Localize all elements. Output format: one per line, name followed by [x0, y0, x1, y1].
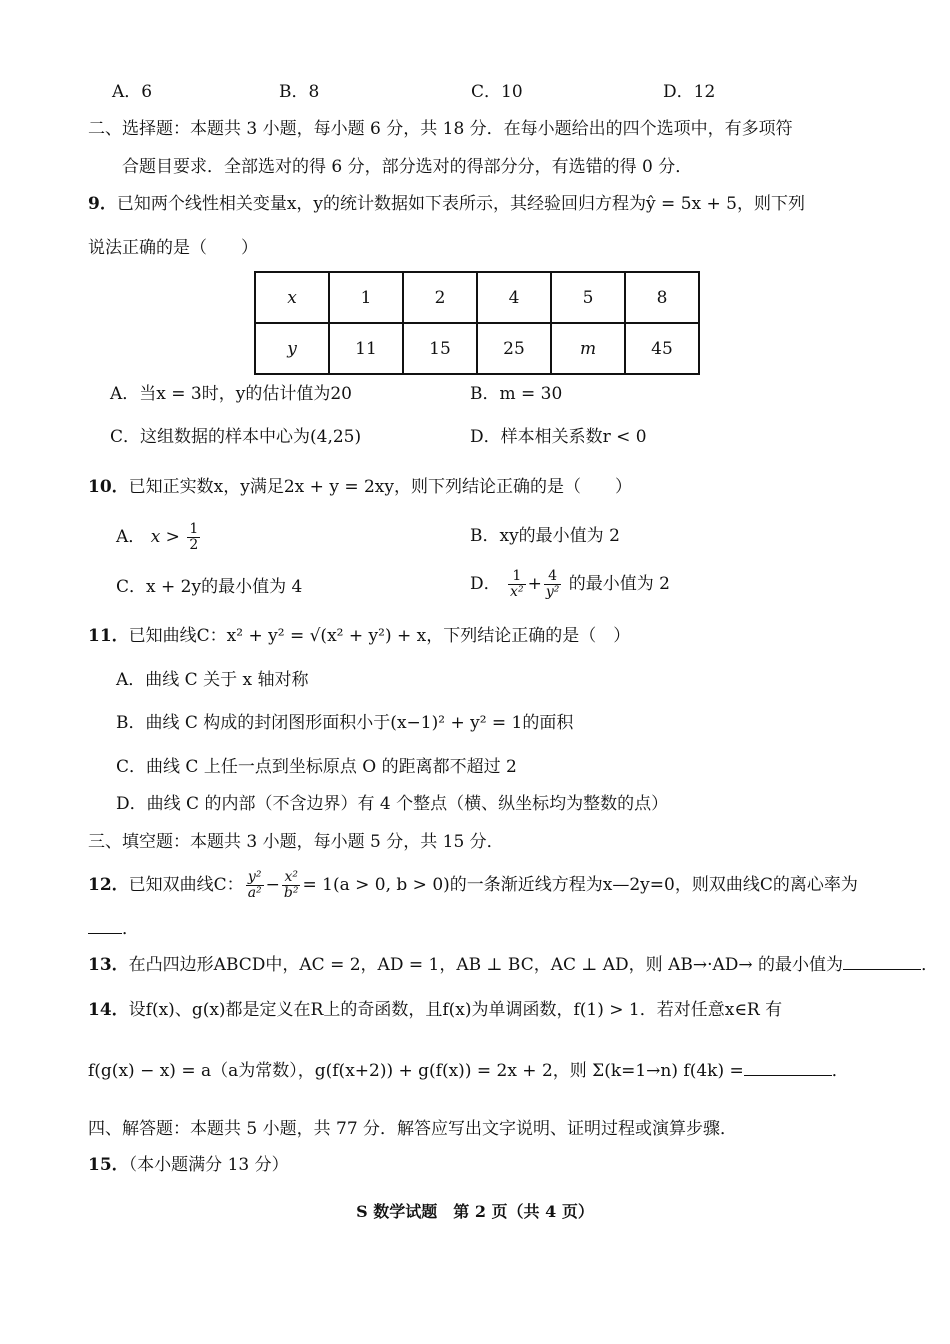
q15-text: （本小题满分 13 分）: [128, 1155, 289, 1175]
fraction-numerator: 1: [508, 569, 526, 585]
q11-option-a: A．曲线 C 关于 x 轴对称: [116, 670, 309, 690]
q10-option-d: D． $\frac{1}{\text{x²}}$ + $\frac{4}{\text{y²}}$ 的最小值为 2: [470, 568, 670, 600]
fraction: [508, 569, 526, 600]
question-number: 13．: [88, 955, 129, 975]
fraction-denominator: a²: [247, 885, 262, 901]
option-expression: x >: [150, 527, 180, 547]
q11-option-d: D．曲线 C 的内部（不含边界）有 4 个整点（横、纵坐标均为整数的点）: [116, 794, 669, 814]
fraction-numerator: 4: [544, 569, 562, 585]
q8-option-b: B．8: [279, 82, 320, 102]
q9-option-c: C．这组数据的样本中心为(4,25): [110, 427, 362, 447]
table-cell: 5: [551, 272, 625, 323]
q10-option-a: [116, 520, 202, 554]
fraction-denominator: b²: [283, 885, 299, 901]
table-cell: 25: [477, 323, 551, 374]
fraction: [187, 522, 200, 553]
q9-option-d: D．样本相关系数r < 0: [470, 427, 647, 447]
fraction-denominator: x²: [510, 584, 524, 600]
q10-option-c: C．x + 2y的最小值为 4: [116, 577, 303, 597]
option-suffix: 的最小值为 2: [568, 574, 670, 594]
fraction-numerator: y²: [246, 870, 264, 886]
fraction: [544, 569, 562, 600]
fraction-denominator: y²: [545, 584, 560, 600]
table-cell: 2: [403, 272, 477, 323]
q10-option-b: B．xy的最小值为 2: [470, 526, 620, 546]
q12-stem-post: = 1(a > 0, b > 0)的一条渐近线方程为x—2y=0，则双曲线C的离心率为: [302, 875, 858, 895]
q11-option-c: C．曲线 C 上任一点到坐标原点 O 的距离都不超过 2: [116, 757, 517, 777]
q12-period: ．: [122, 919, 139, 939]
fraction: [282, 870, 301, 901]
table-cell: 1: [329, 272, 403, 323]
q12-answer-line: [88, 917, 139, 941]
q12-stem-pre: 已知双曲线C：: [128, 875, 244, 895]
answer-blank[interactable]: [744, 1075, 832, 1076]
question-number: 10．: [88, 477, 129, 497]
table-cell: 45: [625, 323, 699, 374]
q14-stem-line1: [88, 998, 782, 1022]
table-cell: 4: [477, 272, 551, 323]
question-number: 9．: [88, 194, 117, 214]
table-cell: m: [551, 323, 625, 374]
page-footer: S 数学试题 第 2 页（共 4 页）: [356, 1202, 594, 1221]
q11-stem-text: 已知曲线C：x² + y² = √(x² + y²) + x，下列结论正确的是（ ）: [128, 626, 631, 646]
section3-heading: 三、填空题：本题共 3 小题，每小题 5 分，共 15 分．: [88, 832, 504, 852]
q8-option-c: C．10: [471, 82, 523, 102]
question-number: 12．: [88, 875, 129, 895]
answer-blank[interactable]: [843, 969, 921, 970]
q9-stem-text: 已知两个线性相关变量x，y的统计数据如下表所示，其经验回归方程为ŷ = 5x + 5，则下列: [116, 194, 805, 214]
table-cell: 15: [403, 323, 477, 374]
q14-period: ．: [831, 1061, 849, 1081]
section2-heading-line2: 合题目要求．全部选对的得 6 分，部分选对的得部分分，有选错的得 0 分．: [122, 157, 693, 177]
q9-stem-line1: [88, 192, 805, 216]
table-row: [255, 272, 699, 323]
question-number: 14．: [88, 1000, 129, 1020]
table-cell: 8: [625, 272, 699, 323]
q11-stem: [88, 624, 630, 648]
option-label: A．: [116, 527, 146, 547]
section2-heading-line1: 二、选择题：本题共 3 小题，每小题 6 分，共 18 分．在每小题给出的四个选项中，有多项符: [88, 119, 793, 139]
q11-option-b: B．曲线 C 构成的封闭图形面积小于(x−1)² + y² = 1的面积: [116, 713, 574, 733]
q8-option-d: D．12: [663, 82, 716, 102]
q10-stem: [88, 475, 632, 499]
q12-stem: 12．已知双曲线C： $\frac{\text{y²}}{\text{a²}}$ − $\frac{\text{x²}}{\text{b²}}$ = 1(a > 0, b > 0)的一条渐近线方程为x—2y=0，则双曲线C的离心率为: [88, 869, 858, 901]
q14-stem-line2: [88, 1059, 849, 1083]
section4-heading: 四、解答题：本题共 5 小题，共 77 分．解答应写出文字说明、证明过程或演算步骤．: [88, 1119, 738, 1139]
q13-period: ．: [921, 955, 939, 975]
q14-stem-text: 设f(x)、g(x)都是定义在R上的奇函数，且f(x)为单调函数，f(1) > 1．若对任意x∈R 有: [128, 1000, 783, 1020]
question-number: 11．: [88, 626, 129, 646]
q15-stem: [88, 1153, 289, 1177]
question-number: 15．: [88, 1155, 129, 1175]
option-label: D．: [470, 574, 501, 594]
fraction-denominator: 2: [189, 537, 199, 553]
q9-data-table: [254, 271, 700, 375]
q13-stem-text: 在凸四边形ABCD中，AC = 2，AD = 1，AB ⊥ BC，AC ⊥ AD，则 AB→·AD→ 的最小值为: [128, 955, 844, 975]
q9-option-b: B．m = 30: [470, 384, 563, 404]
q14-stem-text-2: f(g(x) − x) = a（a为常数），g(f(x+2)) + g(f(x)) = 2x + 2，则 Σ(k=1→n) f(4k) =: [88, 1061, 744, 1081]
q8-option-a: A．6: [112, 82, 153, 102]
q10-stem-text: 已知正实数x，y满足2x + y = 2xy，则下列结论正确的是（ ）: [128, 477, 632, 497]
fraction-numerator: 1: [189, 521, 199, 537]
table-header-x: x: [255, 272, 329, 323]
q9-stem-line2: 说法正确的是（ ）: [88, 238, 258, 258]
q13-stem: [88, 953, 938, 977]
q9-option-a: A．当x = 3时，y的估计值为20: [110, 384, 352, 404]
table-cell: 11: [329, 323, 403, 374]
table-row: [255, 323, 699, 374]
table-header-y: y: [255, 323, 329, 374]
answer-blank[interactable]: [88, 933, 122, 934]
fraction-numerator: x²: [282, 870, 301, 886]
fraction: [246, 870, 264, 901]
